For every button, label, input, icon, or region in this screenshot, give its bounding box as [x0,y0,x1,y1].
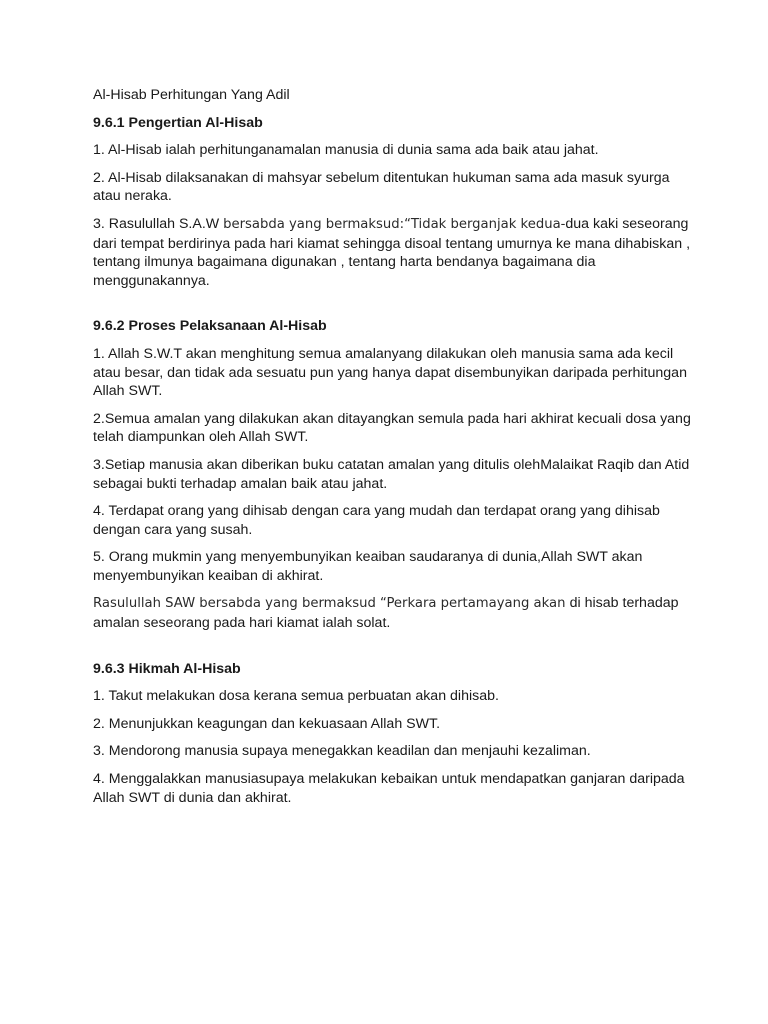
paragraph: 4. Terdapat orang yang dihisab dengan cara yang mudah dan terdapat orang yang dihisab dengan cara yang susah. [93,503,660,538]
paragraph-text: 3. Rasulullah S.A.W [93,215,224,232]
section-heading-hikmah: 9.6.3 Hikmah Al-Hisab [93,660,241,677]
document-page [93,86,693,816]
section-heading-pengertian: 9.6.1 Pengertian Al-Hisab [93,114,263,131]
paragraph: 2.Semua amalan yang dilakukan akan ditayangkan semula pada hari akhirat kecuali dosa yang telah diampunkan oleh Allah SWT. [93,410,691,446]
section-heading-proses: 9.6.2 Proses Pelaksanaan Al-Hisab [93,318,327,335]
paragraph-text: dua kaki seseorang dari tempat berdirinya pada hari kiamat sehingga disoal tentang umurnya ke mana dihabiskan , tentang ilmunya bagaimana digunakan , tentang harta bendanya bagaimana dia menggunakannya. [93,215,691,289]
document-title: Al-Hisab Perhitungan Yang Adil [93,87,290,103]
paragraph: 5. Orang mukmin yang menyembunyikan keaiban saudaranya di dunia,Allah SWT akan menyembunyikan keaiban di akhirat. [93,549,643,584]
paragraph: 2. Al-Hisab dilaksanakan di mahsyar sebelum ditentukan hukuman sama ada masuk syurga atau neraka. [93,169,670,205]
paragraph-hadith [93,594,693,632]
paragraph: 3.Setiap manusia akan diberikan buku catatan amalan yang ditulis olehMalaikat Raqib dan Atid sebagai bukti terhadap amalan baik atau jahat. [93,456,690,492]
paragraph: 2. Menunjukkan keagungan dan kekuasaan Allah SWT. [93,715,441,732]
paragraph-text: di hisab terhadap amalan seseorang pada hari kiamat ialah solat. [93,595,679,632]
paragraph: 1. Al-Hisab ialah perhitunganamalan manusia di dunia sama ada baik atau jahat. [93,142,599,159]
paragraph: 1. Allah S.W.T akan menghitung semua amalanyang dilakukan oleh manusia sama ada kecil atau besar, dan tidak ada sesuatu pun yang hanya dapat disembunyikan daripada perhitungan Allah SWT. [93,345,687,400]
paragraph: 3. Mendorong manusia supaya menegakkan keadilan dan menjauhi kezaliman. [93,743,591,760]
paragraph-hadith [93,215,693,290]
paragraph: 1. Takut melakukan dosa kerana semua perbuatan akan dihisab. [93,688,499,705]
paragraph: 4. Menggalakkan manusiasupaya melakukan kebaikan untuk mendapatkan ganjaran daripada Allah SWT di dunia dan akhirat. [93,771,685,806]
paragraph-text: bersabda yang bermaksud:“Tidak berganjak kedua- [223,216,566,232]
paragraph-text: Rasulullah SAW bersabda yang bermaksud “Perkara pertamayang akan [93,596,570,612]
